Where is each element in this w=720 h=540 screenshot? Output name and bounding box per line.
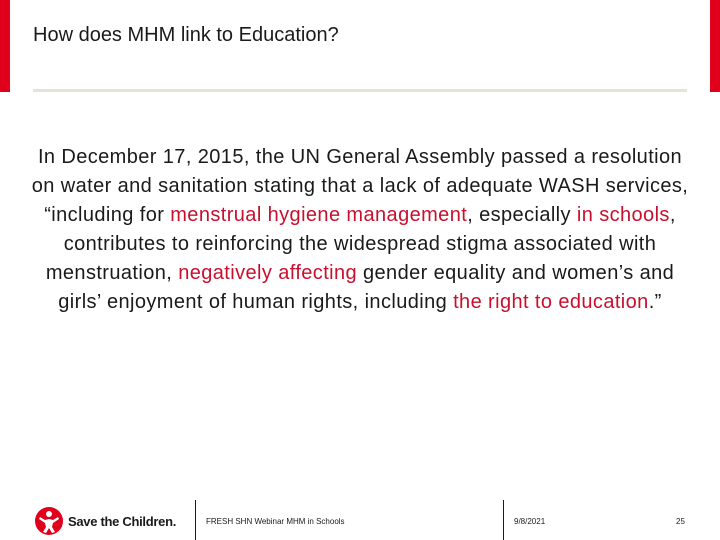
- body-text-segment: , contributes to reinforcing the widespread stigma associated with menstruation,: [45, 204, 676, 284]
- highlighted-phrase: menstrual hygiene management: [170, 204, 468, 226]
- left-accent-bar: [0, 0, 10, 92]
- body-text-segment: .”: [648, 291, 662, 313]
- footer-divider: [195, 500, 196, 540]
- footer-date: 9/8/2021: [514, 517, 546, 526]
- page-number: 25: [676, 517, 685, 526]
- logo: [34, 505, 176, 537]
- highlighted-phrase: negatively affecting: [178, 262, 358, 284]
- body-text-segment: In December 17, 2015, the UN General Assembly passed a resolution on water and sanitation stating that a lack of adequate WASH services, “including for: [31, 146, 689, 226]
- highlighted-phrase: in schools: [576, 204, 670, 226]
- title-rule: [33, 89, 687, 92]
- footer-presentation-title: FRESH SHN Webinar MHM in Schools: [206, 517, 345, 526]
- body-text-segment: gender equality and women’s and girls’ enjoyment of human rights, including: [58, 262, 675, 313]
- body-text-segment: , especially: [467, 204, 577, 226]
- slide-body: [28, 143, 692, 317]
- save-the-children-logo-icon: [34, 506, 64, 536]
- logo-text: Save the Children.: [68, 513, 177, 529]
- footer-divider: [503, 500, 504, 540]
- slide-title: How does MHM link to Education?: [33, 24, 339, 46]
- right-accent-bar: [710, 0, 720, 92]
- highlighted-phrase: the right to education: [453, 291, 649, 313]
